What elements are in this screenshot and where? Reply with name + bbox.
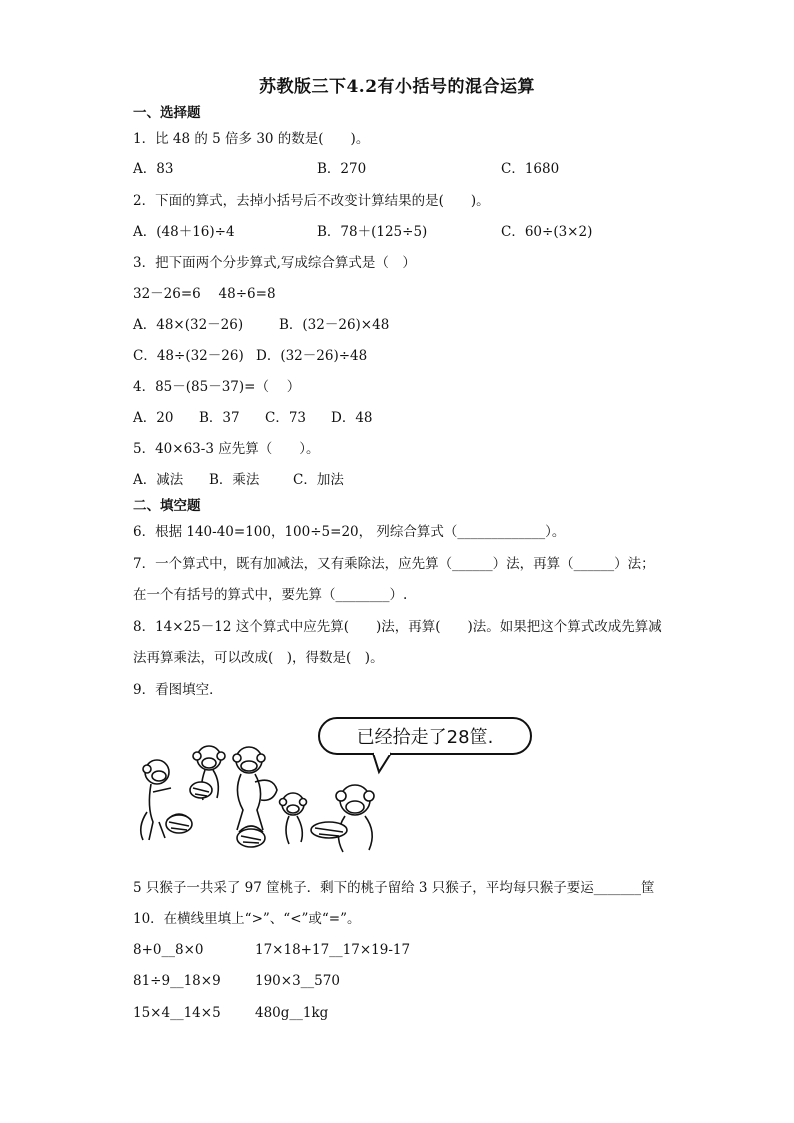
q10-row2-left: 81÷9__18×9 xyxy=(133,973,221,989)
q5-option-a: A．减法 xyxy=(133,472,184,488)
monkey-2 xyxy=(190,746,225,800)
q6-stem: 6．根据 140-40=100，100÷5=20， 列综合算式（_____________）。 xyxy=(133,524,566,540)
q10-row1-left: 8+0__8×0 xyxy=(133,942,204,958)
q1-stem: 1．比 48 的 5 倍多 30 的数是( )。 xyxy=(133,131,370,147)
q3-option-a: A．48×(32－26) xyxy=(133,317,244,333)
q4-option-c: C．73 xyxy=(265,410,307,426)
q3-stem: 3．把下面两个分步算式,写成综合算式是（ ） xyxy=(133,255,416,271)
q10-row1-right: 17×18+17__17×19-17 xyxy=(255,942,411,958)
q10-row2-right: 190×3__570 xyxy=(255,973,340,989)
q3-option-d: D．(32－26)÷48 xyxy=(256,348,368,364)
q2-option-c: C．60÷(3×2) xyxy=(501,224,593,240)
q5-option-c: C．加法 xyxy=(293,472,344,488)
q1-option-b: B．270 xyxy=(317,161,367,177)
q4-option-b: B．37 xyxy=(199,410,240,426)
q8-line1: 8．14×25－12 这个算式中应先算( )法，再算( )法。如果把这个算式改成先算减 xyxy=(133,619,662,635)
q3-option-b: B．(32－26)×48 xyxy=(279,317,390,333)
monkey-4 xyxy=(280,793,307,844)
bubble-text: 已经拾走了28筐. xyxy=(356,727,494,748)
basket-ground-2 xyxy=(237,826,265,847)
section-choice-heading: 一、选择题 xyxy=(133,105,201,121)
q5-option-b: B．乘法 xyxy=(209,472,260,488)
q1-option-a: A．83 xyxy=(133,161,174,177)
q9-text: 5 只猴子一共采了 97 筐桃子．剩下的桃子留给 3 只猴子，平均每只猴子要运_______筐 xyxy=(133,880,655,896)
q8-line2: 法再算乘法，可以改成( )，得数是( )。 xyxy=(133,650,384,666)
monkeys-illustration xyxy=(133,712,543,862)
q5-stem: 5．40×63-3 应先算（ ）。 xyxy=(133,441,320,457)
q10-stem: 10．在横线里填上“>”、“<”或“=”。 xyxy=(133,911,361,927)
q4-option-d: D．48 xyxy=(331,410,373,426)
q2-stem: 2．下面的算式，去掉小括号后不改变计算结果的是( )。 xyxy=(133,193,490,209)
q3-given: 32－26=6 48÷6=8 xyxy=(133,286,276,302)
monkeys-drawing xyxy=(133,712,543,862)
q2-option-b: B．78＋(125÷5) xyxy=(317,224,428,240)
q4-stem: 4．85－(85－37)=（ ） xyxy=(133,379,301,395)
monkey-3 xyxy=(233,747,277,830)
q4-option-a: A．20 xyxy=(133,410,174,426)
q7-line1: 7．一个算式中，既有加减法，又有乘除法，应先算（______）法，再算（______）法； xyxy=(133,556,655,572)
q1-option-c: C．1680 xyxy=(501,161,560,177)
section-fill-heading: 二、填空题 xyxy=(133,498,201,514)
monkey-5 xyxy=(311,785,374,852)
q9-stem: 9．看图填空． xyxy=(133,682,223,698)
q10-row3-right: 480g__1kg xyxy=(255,1005,329,1021)
basket-ground-1 xyxy=(166,814,192,833)
q7-line2: 在一个有括号的算式中，要先算（________）. xyxy=(133,587,408,603)
q2-option-a: A．(48＋16)÷4 xyxy=(133,224,235,240)
q10-row3-left: 15×4__14×5 xyxy=(133,1005,221,1021)
page-title: 苏教版三下4.2有小括号的混合运算 xyxy=(258,77,536,97)
q3-option-c: C．48÷(32－26) xyxy=(133,348,244,364)
speech-bubble xyxy=(319,718,531,772)
